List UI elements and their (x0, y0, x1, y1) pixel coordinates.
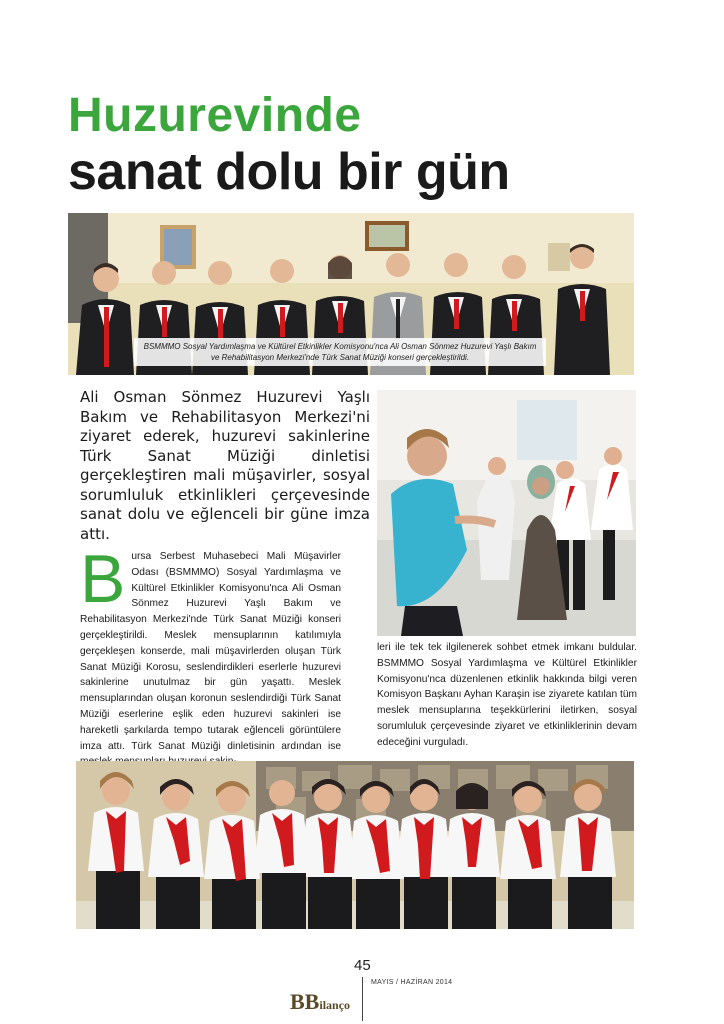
title-line-2: sanat dolu bir gün (68, 143, 510, 201)
body-column-1 (80, 541, 341, 770)
logo-initials: BB (290, 989, 320, 1014)
logo-wordmark: ilanço (319, 998, 351, 1012)
right-photo-dance (377, 390, 636, 636)
bottom-photo-illustration (76, 761, 634, 929)
footer-divider (362, 977, 363, 1021)
body-column-2: leri ile tek tek ilgilenerek sohbet etmek imkanı buldular. BSMMMO Sosyal Yardımlaşma ve Kültürel Etkinlikler Komisyonu'nca düzenlenen etkinlik hakkında bilgi veren Komisyon Başkanı Ayhan Karaşin ise ziyarete katılan tüm meslek mensuplarına teşekkürlerini iletirken, sosyal sorumluluk çerçevesinde ziyaret ve etkinliklerinin devam edeceğini vurguladı. (377, 642, 637, 748)
drop-cap: B (80, 541, 126, 617)
issue-date: MAYIS / HAZİRAN 2014 (371, 979, 453, 986)
title-line-1: Huzurevinde (68, 89, 362, 142)
bilanco-logo (290, 989, 350, 1015)
lead-paragraph: Ali Osman Sönmez Huzurevi Yaşlı Bakım ve Rehabilitasyon Merkezi'ni ziyaret ederek, huzurevi sakinlerine Türk Sanat Müziği dinletisi gerçekleştiren mali müşavirler, sosyal sorumluluk etkinlikleri çerçevesinde sanat dolu ve eğlenceli bir güne imza attı. (80, 388, 370, 543)
bottom-photo-women-choir (76, 761, 634, 929)
page-number: 45 (354, 957, 371, 974)
body-text-1: ursa Serbest Muhasebeci Mali Müşavirler Odası (BSMMMO) Sosyal Yardımlaşma ve Kültürel Etkinlikler Komisyonu'nca Ali Osman Sönmez Huzurevi Yaşlı Bakım ve Rehabilitasyon Merkezi'nde Türk Sanat Müziği konseri gerçekleştirildi. Meslek mensuplarının katılımıyla gerçekleşen konserde, mali müşavirlerden oluşan Türk Sanat Müziği Korosu, seslendirdikleri eserlerle huzurevi sakinlerine unutulmaz bir gün yaşattı. Meslek mensuplarından oluşan koronun seslendirdiği Türk Sanat Müziği eserlerine eşlik eden huzurevi sakinleri ise hareketli şarkılarda tempo tutarak eğlenceli görüntülere imza attı. Türk Sanat Müziği dinletisinin ardından ise (80, 551, 341, 752)
right-photo-illustration (377, 390, 636, 636)
top-photo-caption: BSMMMO Sosyal Yardımlaşma ve Kültürel Etkinlikler Komisyonu'nca Ali Osman Sönmez Huzurevi Yaşlı Bakım ve Rehabilitasyon Merkezi'nde Türk Sanat Müziği konseri gerçekleştirildi. (134, 338, 546, 366)
